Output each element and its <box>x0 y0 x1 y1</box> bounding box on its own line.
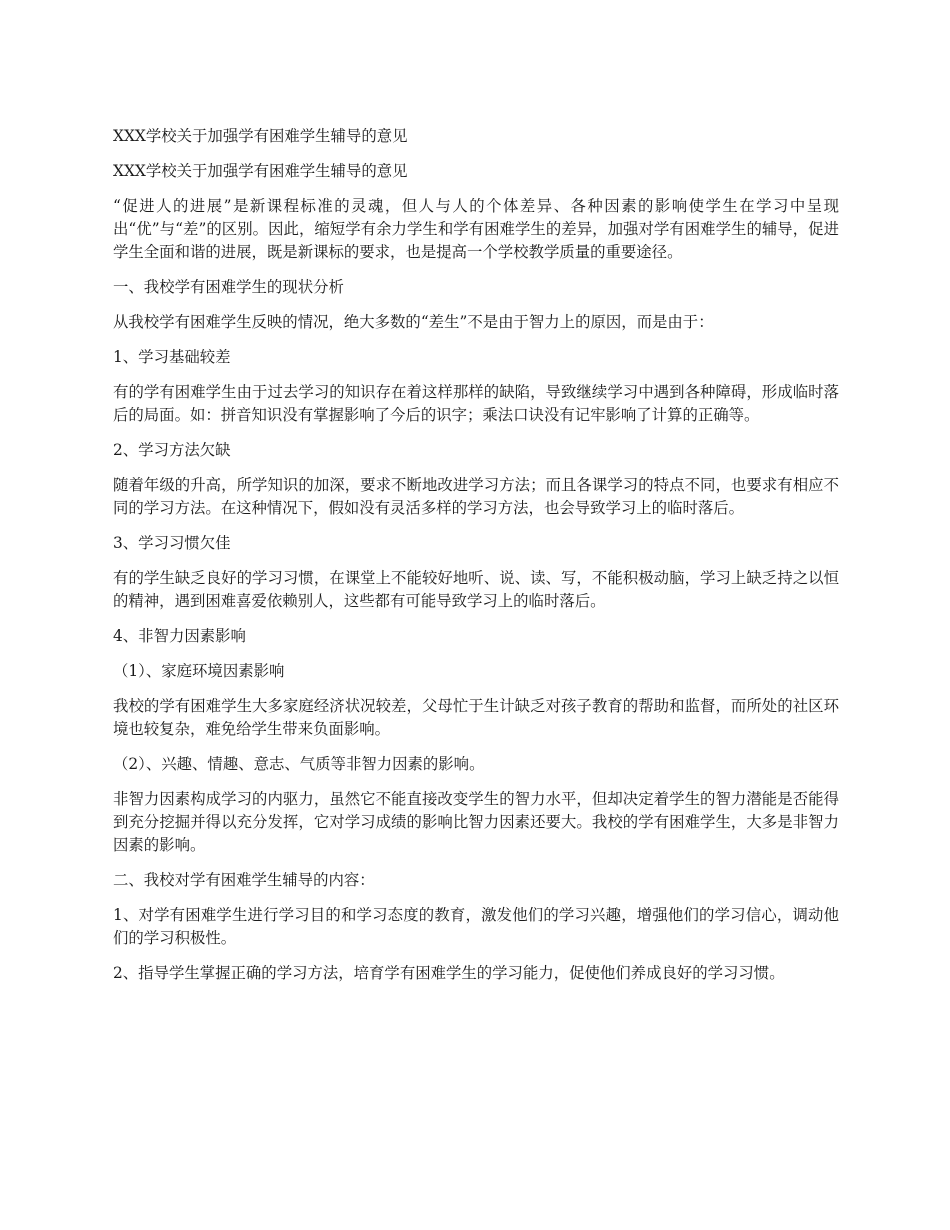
item1-heading: 1、学习基础较差 <box>113 348 231 366</box>
item2-paragraph: 随着年级的升高，所学知识的加深，要求不断地改进学习方法；而且各课学习的特点不同，也要求有相应不同的学习方法。在这种情况下，假如没有灵活多样的学习方法，也会导致学习上的临时落后。 <box>113 476 839 517</box>
item4-sub2-paragraph: 非智力因素构成学习的内驱力，虽然它不能直接改变学生的智力水平，但却决定着学生的智力潜能是否能得到充分挖掘并得以充分发挥，它对学习成绩的影响比智力因素还要大。我校的学有困难学生，大多是非智力因素的影响。 <box>113 790 839 854</box>
section2-heading: 二、我校对学有困难学生辅导的内容： <box>113 871 375 889</box>
intro-paragraph: “促进人的进展”是新课程标准的灵魂，但人与人的个体差异、各种因素的影响使学生在学习中呈现出“优”与“差”的区别。因此，缩短学有余力学生和学有困难学生的差异，加强对学有困难学生的辅导，促进学生全面和谐的进展，既是新课标的要求，也是提高一个学校教学质量的重要途径。 <box>113 197 839 261</box>
item2-heading: 2、学习方法欠缺 <box>113 441 231 459</box>
item3-paragraph: 有的学生缺乏良好的学习习惯，在课堂上不能较好地听、说、读、写，不能积极动脑，学习上缺乏持之以恒的精神，遇到困难喜爱依赖别人，这些都有可能导致学习上的临时落后。 <box>113 569 839 610</box>
item4-heading: 4、非智力因素影响 <box>113 627 246 645</box>
document-title: XXX学校关于加强学有困难学生辅导的意见 <box>113 127 408 145</box>
section2-item1-paragraph: 1、对学有困难学生进行学习目的和学习态度的教育，激发他们的学习兴趣，增强他们的学习信心，调动他们的学习积极性。 <box>113 906 839 947</box>
item4-sub2-heading: （2）、兴趣、情趣、意志、气质等非智力因素的影响。 <box>113 755 485 773</box>
item3-heading: 3、学习习惯欠佳 <box>113 534 231 552</box>
section1-heading: 一、我校学有困难学生的现状分析 <box>113 278 344 296</box>
document-subtitle: XXX学校关于加强学有困难学生辅导的意见 <box>113 162 408 180</box>
section2-item2-paragraph: 2、指导学生掌握正确的学习方法，培育学有困难学生的学习能力，促使他们养成良好的学习习惯。 <box>113 964 785 982</box>
document-page <box>113 125 839 997</box>
item1-paragraph: 有的学有困难学生由于过去学习的知识存在着这样那样的缺陷，导致继续学习中遇到各种障碍，形成临时落后的局面。如：拼音知识没有掌握影响了今后的识字；乘法口诀没有记牢影响了计算的正确等。 <box>113 383 839 424</box>
section1-lead: 从我校学有困难学生反映的情况，绝大多数的“差生”不是由于智力上的原因，而是由于： <box>113 313 714 331</box>
item4-sub1-paragraph: 我校的学有困难学生大多家庭经济状况较差，父母忙于生计缺乏对孩子教育的帮助和监督，而所处的社区环境也较复杂，难免给学生带来负面影响。 <box>113 697 839 738</box>
item4-sub1-heading: （1）、家庭环境因素影响 <box>113 662 285 680</box>
